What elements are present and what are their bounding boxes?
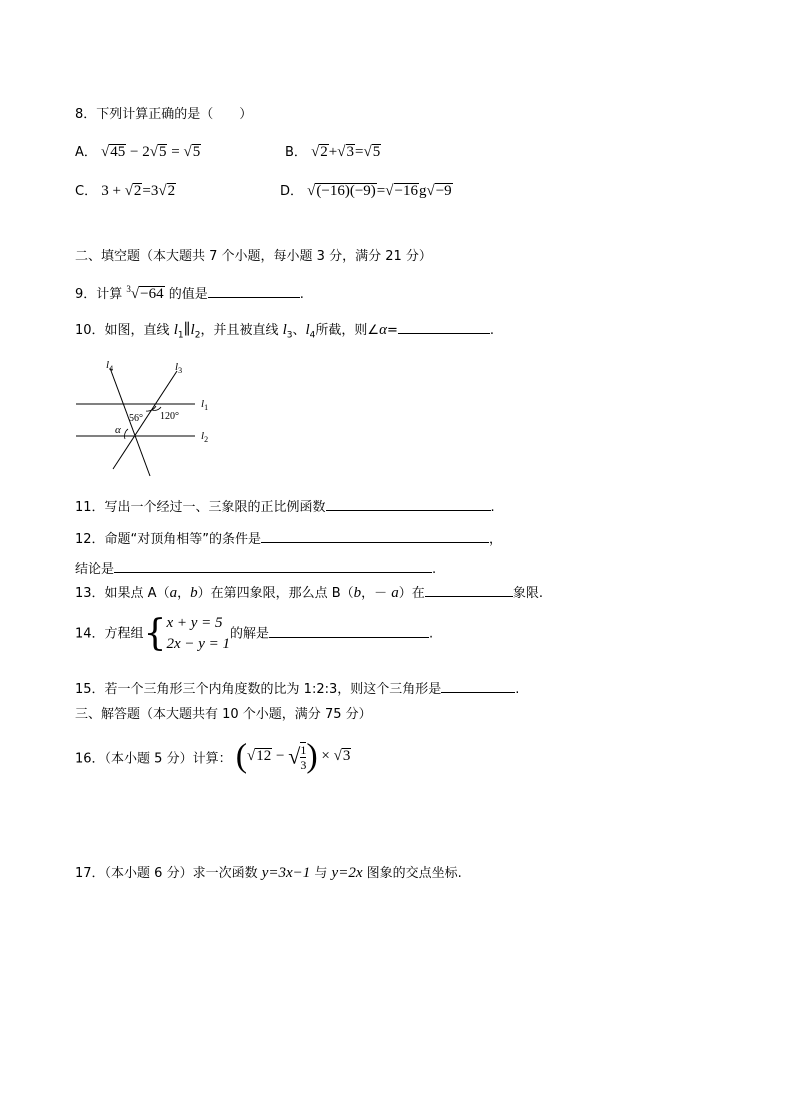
alpha: α bbox=[379, 322, 387, 338]
q10-mid: ，并且被直线 bbox=[200, 323, 283, 338]
q13-mid: ）在第四象限，那么点 B（ bbox=[197, 586, 354, 601]
op: = bbox=[376, 183, 386, 199]
q9 bbox=[75, 283, 304, 303]
q9-end: . bbox=[299, 287, 304, 302]
section-2-heading bbox=[75, 245, 432, 264]
sub: 4 bbox=[309, 330, 316, 341]
q12-condition-blank[interactable] bbox=[261, 530, 489, 543]
option-d-expression: √(−16)(−9)=√−16g√−9 bbox=[307, 183, 452, 199]
equation-system bbox=[166, 613, 230, 655]
left-brace: { bbox=[143, 613, 167, 654]
q17-post: 图象的交点坐标. bbox=[362, 866, 462, 881]
radicand: 2 bbox=[320, 144, 328, 160]
q11 bbox=[75, 496, 495, 515]
q12-end: . bbox=[432, 562, 437, 577]
equation-2: 2x − y = 1 bbox=[166, 636, 231, 652]
q14-post: 的解是 bbox=[230, 626, 270, 642]
q11-answer-blank[interactable] bbox=[326, 498, 491, 511]
q13 bbox=[75, 582, 543, 602]
comma: ，－ bbox=[361, 586, 392, 601]
q16-expression: (√12 − √ $\frac{1}{3}$ ) × √3 bbox=[235, 738, 351, 775]
var-b: b bbox=[353, 585, 362, 601]
l2: l bbox=[190, 322, 195, 338]
option-a-expression: √45 − 2√5 = √5 bbox=[101, 144, 201, 160]
op: + bbox=[328, 144, 338, 160]
q12-condition bbox=[75, 528, 502, 547]
var-a: a bbox=[391, 585, 399, 601]
q10-pre: 10．如图，直线 bbox=[75, 323, 174, 338]
q14-end: . bbox=[429, 626, 434, 642]
comma: ， bbox=[177, 586, 191, 601]
q11-text: 11．写出一个经过一、三象限的正比例函数 bbox=[75, 500, 326, 515]
q13-pre: 13．如果点 A（ bbox=[75, 586, 170, 601]
sub: 2 bbox=[194, 330, 201, 341]
q14-pre: 14．方程组 bbox=[75, 626, 144, 642]
q9-cube-root: $^3$√−64 bbox=[126, 284, 164, 302]
function-2: y=2x bbox=[331, 865, 363, 881]
radicand: 45 bbox=[110, 144, 126, 160]
label-l2: $l_2$ bbox=[201, 430, 209, 444]
section-3-text: 三、解答题（本大题共有 10 个小题，满分 75 分） bbox=[75, 707, 372, 722]
option-a-label: A． bbox=[75, 145, 97, 160]
label-alpha: α bbox=[115, 424, 121, 436]
option-b-label: B． bbox=[285, 145, 307, 160]
sqrt-sign: √ bbox=[288, 744, 301, 769]
q17 bbox=[75, 862, 462, 882]
parallel-sign: ∥ bbox=[183, 322, 191, 338]
q13-answer-blank[interactable] bbox=[425, 584, 513, 597]
radicand: −16 bbox=[394, 183, 418, 199]
parallel-lines-figure bbox=[70, 355, 230, 480]
numerator: 1 bbox=[300, 743, 307, 757]
q10 bbox=[75, 319, 494, 341]
var-a: a bbox=[169, 585, 178, 601]
q8-stem bbox=[75, 103, 252, 122]
root-index: 3 bbox=[126, 284, 131, 294]
radicand: −64 bbox=[140, 286, 164, 302]
radicand: 5 bbox=[158, 144, 167, 160]
radicand: (−16)(−9) bbox=[316, 183, 376, 199]
option-c-label: C． bbox=[75, 184, 98, 199]
radicand: 3 bbox=[346, 144, 354, 160]
radicand: 5 bbox=[192, 144, 201, 160]
label-l1: $l_1$ bbox=[201, 398, 209, 412]
option-c-expression: 3 + √2=3√2 bbox=[101, 183, 176, 199]
label-l3: $l_3$ bbox=[175, 361, 183, 375]
q13-post: ）在 bbox=[398, 586, 425, 601]
op: = bbox=[355, 144, 364, 160]
label-angle-56: 56° bbox=[129, 413, 143, 424]
sub: 1 bbox=[177, 330, 184, 341]
sep: 、 bbox=[292, 323, 306, 338]
l4: l bbox=[305, 322, 310, 338]
q9-answer-blank[interactable] bbox=[208, 285, 300, 298]
q12-comma: ， bbox=[489, 532, 503, 547]
radicand: 2 bbox=[133, 183, 142, 199]
option-d-label: D． bbox=[280, 184, 304, 199]
q8-option-c bbox=[75, 180, 176, 200]
op: g bbox=[418, 183, 427, 199]
q10-answer-blank[interactable] bbox=[398, 321, 490, 334]
q15 bbox=[75, 678, 519, 697]
q14 bbox=[75, 613, 433, 655]
q12-conclusion-text: 结论是 bbox=[75, 562, 115, 577]
op: =3 bbox=[142, 183, 159, 199]
label-l4: $l_4$ bbox=[106, 359, 114, 373]
q12-text: 12．命题“对顶角相等”的条件是 bbox=[75, 532, 262, 547]
op: − 2 bbox=[126, 144, 150, 160]
left-paren: ( bbox=[235, 738, 248, 775]
q12-conclusion-blank[interactable] bbox=[114, 560, 432, 573]
equation-1: x + y = 5 bbox=[166, 615, 223, 631]
label-angle-120: 120° bbox=[160, 411, 179, 422]
denominator: 3 bbox=[300, 758, 307, 772]
q17-pre: 17．（本小题 6 分）求一次函数 bbox=[75, 866, 262, 881]
op: − bbox=[272, 748, 289, 765]
option-b-expression: √2+√3=√5 bbox=[311, 144, 381, 160]
q10-post: 所截，则∠ bbox=[315, 323, 380, 338]
q15-text: 15．若一个三角形三个内角度数的比为 1:2:3，则这个三角形是 bbox=[75, 682, 442, 697]
right-paren: ) bbox=[306, 738, 318, 775]
q15-answer-blank[interactable] bbox=[441, 680, 515, 693]
q13-end: 象限. bbox=[512, 586, 543, 601]
l1: l bbox=[173, 322, 178, 338]
q11-end: . bbox=[490, 500, 495, 515]
radicand: 3 bbox=[342, 748, 351, 765]
op: = bbox=[167, 144, 184, 160]
q12-conclusion bbox=[75, 558, 436, 577]
q15-end: . bbox=[515, 682, 520, 697]
q8-option-d bbox=[280, 180, 453, 200]
q9-post: 的值是 bbox=[164, 287, 208, 302]
q10-end: . bbox=[489, 323, 494, 338]
q14-answer-blank[interactable] bbox=[269, 625, 429, 638]
op: × bbox=[317, 748, 334, 765]
radicand: −9 bbox=[435, 183, 452, 199]
q8-option-b bbox=[285, 141, 381, 161]
radicand: 12 bbox=[256, 748, 272, 765]
q17-mid: 与 bbox=[310, 866, 332, 881]
angle-arc-alpha bbox=[125, 429, 128, 439]
sub: 3 bbox=[286, 330, 293, 341]
eq: = bbox=[386, 323, 398, 338]
q8-stem-text: 8．下列计算正确的是（ ） bbox=[75, 107, 253, 122]
q8-option-a bbox=[75, 141, 201, 161]
radicand: 2 bbox=[167, 183, 176, 199]
q16 bbox=[75, 738, 351, 776]
q9-pre: 9．计算 bbox=[75, 287, 127, 302]
l3: l bbox=[282, 322, 287, 338]
section-3-heading bbox=[75, 703, 372, 722]
term: 3 + bbox=[101, 183, 125, 199]
var-b: b bbox=[190, 585, 198, 601]
q16-pre: 16．（本小题 5 分）计算： bbox=[75, 751, 232, 767]
section-2-text: 二、填空题（本大题共 7 个小题，每小题 3 分，满分 21 分） bbox=[75, 249, 432, 264]
radicand: 5 bbox=[372, 144, 381, 160]
function-1: y=3x−1 bbox=[261, 865, 311, 881]
